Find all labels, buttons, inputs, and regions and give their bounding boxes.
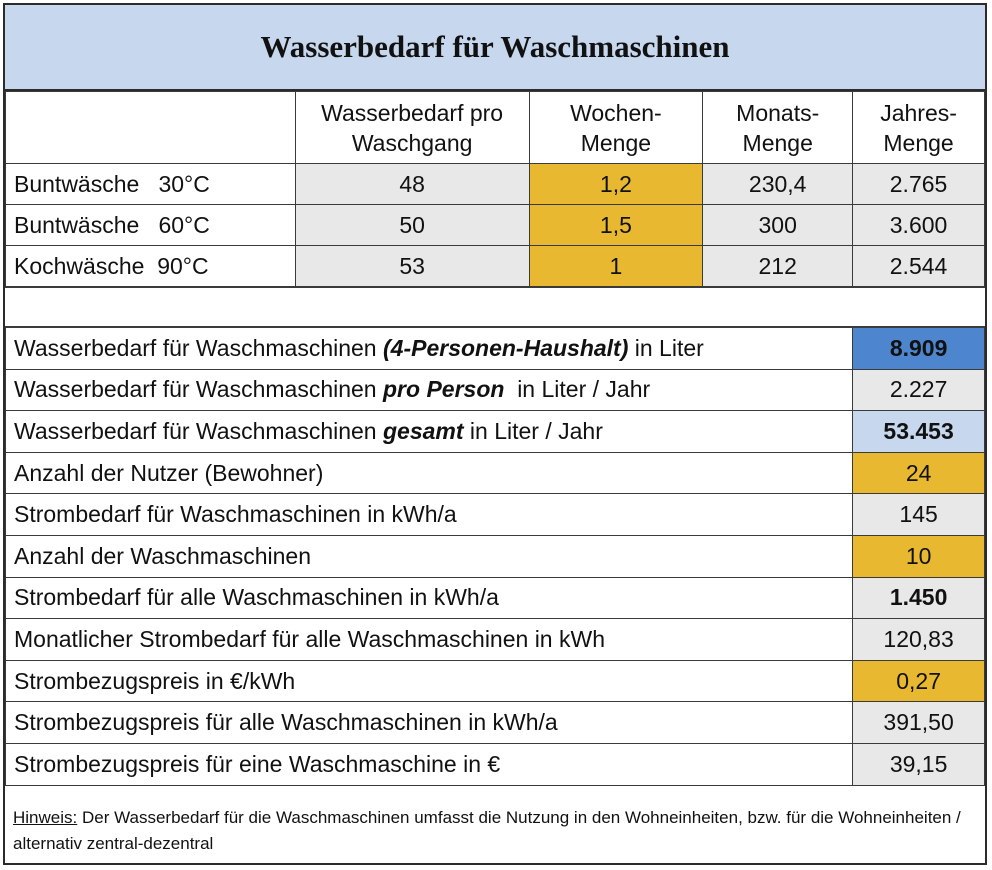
page-title: Wasserbedarf für Waschmaschinen <box>260 29 730 64</box>
year-value: 2.544 <box>853 246 985 287</box>
month-value: 212 <box>703 246 853 287</box>
list-item <box>6 535 985 577</box>
summary-value: 145 <box>853 494 985 536</box>
list-item <box>6 660 985 702</box>
week-value: 1 <box>529 246 703 287</box>
list-item <box>6 452 985 494</box>
week-value: 1,2 <box>529 164 703 205</box>
per-wash-value: 48 <box>295 164 529 205</box>
month-value: 300 <box>703 205 853 246</box>
per-wash-value: 50 <box>295 205 529 246</box>
footnote-label: Hinweis: <box>13 808 78 827</box>
list-item <box>6 577 985 619</box>
summary-value: 1.450 <box>853 577 985 619</box>
summary-label: Anzahl der Waschmaschinen <box>6 535 853 577</box>
table-row <box>6 164 985 205</box>
summary-label: Strombedarf für Waschmaschinen in kWh/a <box>6 494 853 536</box>
list-item <box>6 328 985 370</box>
year-value: 3.600 <box>853 205 985 246</box>
footnote <box>13 805 977 857</box>
summary-value: 120,83 <box>853 619 985 661</box>
footnote-text: Der Wasserbedarf für die Waschmaschinen umfasst die Nutzung in den Wohneinheiten, bzw. für die Wohneinheiten / alternativ zentral-dezentral <box>13 808 961 853</box>
summary-value: 53.453 <box>853 411 985 453</box>
title-bar <box>5 5 985 91</box>
year-value: 2.765 <box>853 164 985 205</box>
summary-label: Strombezugspreis für eine Waschmaschine in € <box>6 743 853 785</box>
summary-value: 391,50 <box>853 702 985 744</box>
summary-label: Strombezugspreis in €/kWh <box>6 660 853 702</box>
summary-value: 0,27 <box>853 660 985 702</box>
list-item <box>6 369 985 411</box>
per-wash-value: 53 <box>295 246 529 287</box>
table-header-row <box>6 92 985 164</box>
spacer-row <box>5 287 985 327</box>
list-item <box>6 702 985 744</box>
summary-label: Monatlicher Strombedarf für alle Waschmaschinen in kWh <box>6 619 853 661</box>
row-label: Buntwäsche 60°C <box>6 205 296 246</box>
header-week: Wochen- Menge <box>529 92 703 164</box>
consumption-table <box>5 91 985 287</box>
summary-value: 39,15 <box>853 743 985 785</box>
row-label: Buntwäsche 30°C <box>6 164 296 205</box>
header-month: Monats- Menge <box>703 92 853 164</box>
row-label: Kochwäsche 90°C <box>6 246 296 287</box>
table-row <box>6 205 985 246</box>
summary-value: 24 <box>853 452 985 494</box>
summary-label: Anzahl der Nutzer (Bewohner) <box>6 452 853 494</box>
month-value: 230,4 <box>703 164 853 205</box>
list-item <box>6 494 985 536</box>
summary-label: Wasserbedarf für Waschmaschinen gesamt in Liter / Jahr <box>6 411 853 453</box>
table-row <box>6 246 985 287</box>
header-year: Jahres- Menge <box>853 92 985 164</box>
summary-table <box>5 327 985 786</box>
summary-value: 10 <box>853 535 985 577</box>
summary-label: Strombedarf für alle Waschmaschinen in kWh/a <box>6 577 853 619</box>
summary-value: 2.227 <box>853 369 985 411</box>
document-frame <box>3 3 987 865</box>
header-empty <box>6 92 296 164</box>
list-item <box>6 619 985 661</box>
list-item <box>6 743 985 785</box>
list-item <box>6 411 985 453</box>
summary-label: Wasserbedarf für Waschmaschinen (4-Personen-Haushalt) in Liter <box>6 328 853 370</box>
summary-label: Wasserbedarf für Waschmaschinen pro Person in Liter / Jahr <box>6 369 853 411</box>
header-per-wash: Wasserbedarf pro Waschgang <box>295 92 529 164</box>
summary-value: 8.909 <box>853 328 985 370</box>
summary-label: Strombezugspreis für alle Waschmaschinen in kWh/a <box>6 702 853 744</box>
week-value: 1,5 <box>529 205 703 246</box>
